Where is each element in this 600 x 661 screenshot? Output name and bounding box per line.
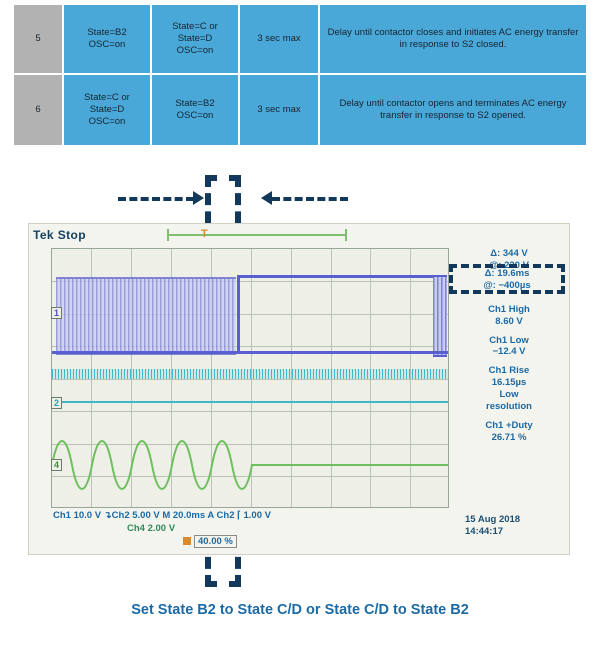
delta-time-readout <box>455 268 559 292</box>
measurement-ch1-high <box>453 304 565 328</box>
description-cell: Delay until contactor closes and initiates AC energy transfer in response to S2 closed. <box>319 4 587 74</box>
measurement-label: Ch1 +Duty <box>485 419 533 431</box>
scope-status-bar <box>29 224 569 248</box>
scope-settings-line-3 <box>183 536 237 547</box>
from-state-line1: State=B2 <box>87 26 127 38</box>
transition-table <box>12 3 588 147</box>
arrow-head-right-icon <box>193 191 204 205</box>
from-state-line1: State=C or <box>84 91 130 103</box>
scope-settings-line-1: Ch1 10.0 V ↴Ch2 5.00 V M 20.0ms A Ch2 ⌈ 1.00 V <box>53 510 271 521</box>
to-state-cell <box>151 74 239 146</box>
from-state-line3: OSC=on <box>88 116 126 128</box>
timestamp-time: 14:44:17 <box>465 526 504 538</box>
measurement-value: 16.15µs <box>491 377 527 389</box>
to-state-line1: State=B2 <box>175 97 215 109</box>
ch2-noise-trace <box>52 369 448 379</box>
measurement-label: Ch1 High <box>488 303 530 315</box>
table-row <box>13 74 587 146</box>
from-state-line2: OSC=on <box>88 39 126 50</box>
spec-table <box>12 3 588 147</box>
to-state-line2: State=D <box>177 32 213 44</box>
time-cell: 3 sec max <box>239 4 319 74</box>
scope-timestamp <box>465 514 520 539</box>
ch1-low-level-trace <box>52 351 448 354</box>
trigger-level-swatch-icon <box>183 537 191 545</box>
from-state-line2: State=D <box>89 103 125 115</box>
ch4-marker: 4 <box>51 459 62 471</box>
from-state-cell <box>63 74 151 146</box>
to-state-line1: State=C or <box>172 20 218 32</box>
ch1-marker: 1 <box>51 307 62 319</box>
measurement-note-line1: Low <box>499 389 519 400</box>
arrow-head-left-icon <box>261 191 272 205</box>
acquisition-bar <box>167 234 347 236</box>
ch4-ac-waveform <box>52 425 448 505</box>
measurement-ch1-low <box>453 335 565 359</box>
highlight-box-bottom-edge <box>205 581 241 587</box>
transition-annotation-arrows <box>0 175 600 215</box>
trigger-position-icon: T <box>201 228 208 240</box>
ch1-pwm-burst-trace <box>56 277 236 355</box>
ch2-level-trace <box>52 401 448 403</box>
delta-time-value: Δ: 19.6ms <box>484 268 530 279</box>
row-number-cell: 6 <box>13 74 63 146</box>
to-state-line3: OSC=on <box>176 45 214 57</box>
measurement-value: 8.60 V <box>495 315 523 327</box>
description-cell: Delay until contactor opens and terminates AC energy transfer in response to S2 opened. <box>319 74 587 146</box>
to-state-cell <box>151 4 239 74</box>
arrow-line-right <box>272 197 348 201</box>
scope-settings-line-2: Ch4 2.00 V <box>127 523 176 534</box>
ch1-rising-edge <box>237 275 240 353</box>
scope-graticule <box>51 248 449 508</box>
measurement-note-line2: resolution <box>486 400 532 412</box>
measurement-ch1-rise <box>453 365 565 413</box>
trigger-percent-value: 40.00 % <box>194 535 237 548</box>
from-state-cell <box>63 4 151 74</box>
measurement-label: Ch1 Low <box>489 334 529 346</box>
figure-caption: Set State B2 to State C/D or State C/D to State B2 <box>131 602 469 618</box>
ch1-high-level-trace <box>238 275 433 278</box>
delta-time-offset: @: −400µs <box>483 279 531 291</box>
table-row <box>13 4 587 74</box>
timestamp-date: 15 Aug 2018 <box>465 514 521 525</box>
measurement-line: @: 220 V <box>489 259 529 271</box>
measurement-value: −12.4 V <box>492 346 526 358</box>
arrow-line-left <box>118 197 194 201</box>
measurement-value: 26.71 % <box>491 431 527 443</box>
measurement-line: Δ: 344 V <box>490 248 528 259</box>
oscilloscope-figure <box>0 175 600 595</box>
measurement-ch1-duty <box>453 420 565 444</box>
ch1-pwm-resume-trace <box>433 275 447 357</box>
ch2-marker: 2 <box>51 397 62 409</box>
row-number-cell: 5 <box>13 4 63 74</box>
scope-settings-bar <box>51 510 449 550</box>
scope-screen <box>28 223 570 555</box>
to-state-line2: OSC=on <box>176 110 214 121</box>
scope-status-text: Tek Stop <box>33 228 86 242</box>
time-cell: 3 sec max <box>239 74 319 146</box>
measurement-label: Ch1 Rise <box>488 365 530 377</box>
